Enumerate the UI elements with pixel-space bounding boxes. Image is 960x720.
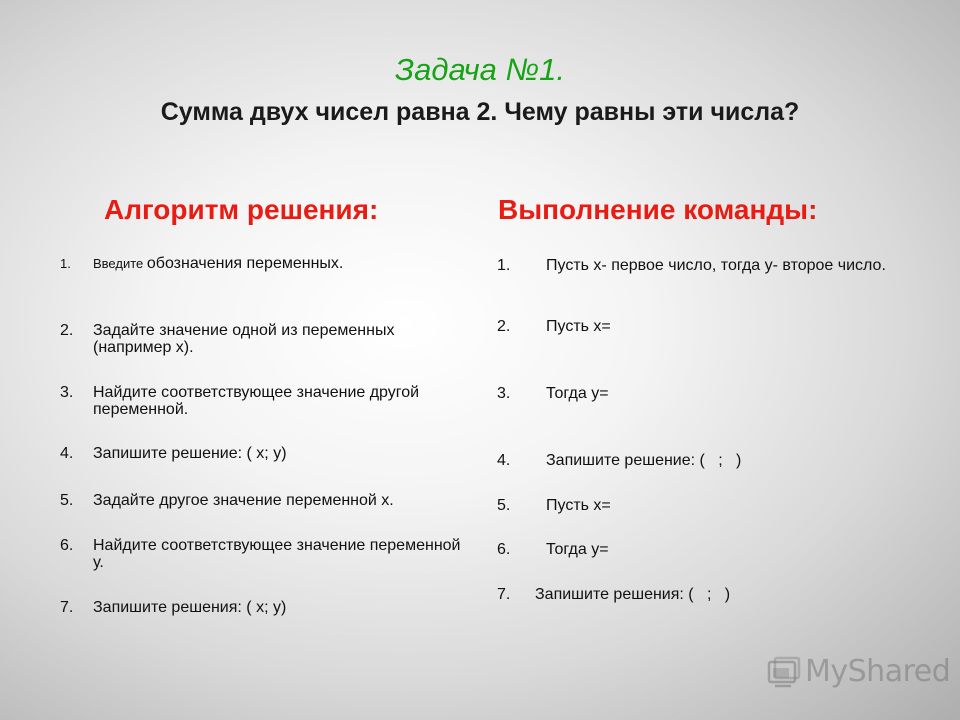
step-prefix: Введите — [93, 256, 147, 271]
step-text-main: обозначения переменных. — [146, 255, 344, 272]
step-number: 4. — [497, 452, 511, 469]
step-text — [93, 255, 473, 272]
step-number: 2. — [60, 322, 74, 339]
algorithm-heading: Алгоритм решения: — [104, 194, 379, 225]
step-number: 5. — [60, 492, 74, 509]
step-text: Пусть х= — [546, 497, 611, 514]
step-number: 3. — [497, 385, 511, 402]
execution-heading: Выполнение команды: — [498, 194, 818, 225]
watermark — [767, 654, 951, 690]
step-text: Найдите соответствующее значение переменной у. — [93, 537, 461, 571]
slide-subtitle: Сумма двух чисел равна 2. Чему равны эти числа? — [160, 98, 800, 126]
step-number: 6. — [60, 537, 74, 554]
step-number: 4. — [60, 445, 74, 462]
myshared-logo-icon — [767, 656, 801, 690]
step-number: 5. — [497, 497, 511, 514]
step-text: Запишите решения: ( ; ) — [535, 586, 731, 603]
step-text: Пусть х= — [546, 318, 611, 335]
step-number: 6. — [497, 541, 511, 558]
step-number: 1. — [497, 257, 511, 274]
step-number: 7. — [60, 599, 74, 616]
step-number: 3. — [60, 384, 74, 401]
step-number: 2. — [497, 318, 511, 335]
step-text: Задайте другое значение переменной х. — [93, 492, 394, 509]
watermark-text: MyShared — [805, 654, 951, 689]
step-text: Запишите решение: ( х; у) — [93, 445, 287, 462]
step-number: 7. — [497, 586, 511, 603]
step-text: Найдите соответствующее значение другой переменной. — [93, 384, 420, 418]
step-text: Запишите решения: ( х; у) — [93, 599, 287, 616]
step-number: 1. — [60, 256, 71, 271]
slide-title: Задача №1. — [395, 52, 565, 87]
step-text: Запишите решение: ( ; ) — [546, 452, 742, 469]
step-text: Задайте значение одной из переменных (например х). — [93, 322, 395, 356]
step-text: Тогда у= — [546, 385, 609, 402]
step-text: Тогда у= — [546, 541, 609, 558]
step-text: Пусть х- первое число, тогда у- второе число. — [546, 257, 886, 274]
